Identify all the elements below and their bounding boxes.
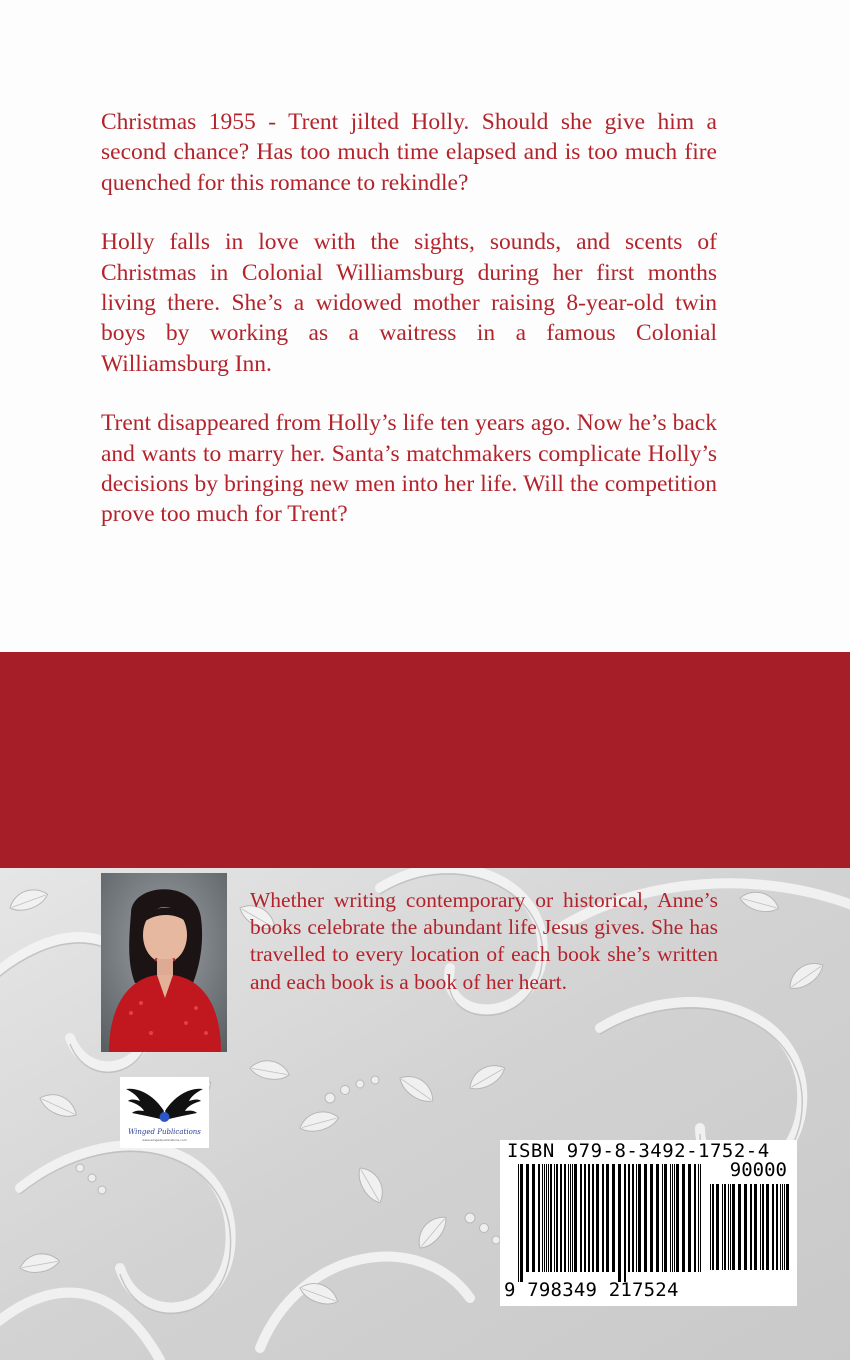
- barcode-bar: [526, 1164, 529, 1272]
- barcode-bar: [728, 1184, 729, 1270]
- barcode-bar: [572, 1164, 573, 1272]
- barcode-bar: [712, 1184, 714, 1270]
- barcode-bar: [638, 1164, 641, 1272]
- barcode-bar: [568, 1164, 569, 1272]
- barcode-bar: [584, 1164, 586, 1272]
- barcode-bar: [662, 1164, 663, 1272]
- barcode-bar: [556, 1164, 558, 1272]
- barcode-bar: [716, 1184, 719, 1270]
- publisher-url: www.wingedpublications.com: [142, 1138, 187, 1142]
- barcode-bar: [644, 1164, 647, 1272]
- barcode-bar: [612, 1164, 615, 1272]
- ean-digits: 9 798349 217524: [504, 1279, 679, 1301]
- barcode-bar: [596, 1164, 599, 1272]
- barcode-bar: [700, 1164, 701, 1272]
- barcode-bar: [560, 1164, 562, 1272]
- barcode-bar: [772, 1184, 774, 1270]
- barcode-bar: [738, 1184, 741, 1270]
- barcode-bar: [532, 1164, 535, 1272]
- barcode-bar: [544, 1164, 545, 1272]
- barcode-bar: [664, 1164, 667, 1272]
- barcode-bar: [786, 1184, 789, 1270]
- barcode-bar: [656, 1164, 659, 1272]
- barcode-bar: [682, 1164, 685, 1272]
- barcode-bar: [548, 1164, 549, 1272]
- barcode-bar: [694, 1164, 696, 1272]
- barcode-bar: [538, 1164, 540, 1272]
- author-bio: Whether writing contemporary or historical, Anne’s books celebrate the abundant life Jesus gives. She has travelled to every location of each book she’s written and each book is a book of her heart.: [250, 888, 718, 994]
- barcode-bar: [762, 1184, 764, 1270]
- winged-logo-icon: [120, 1077, 209, 1148]
- barcode-bar: [676, 1164, 679, 1272]
- barcode-bar: [698, 1164, 699, 1272]
- barcode-bar: [780, 1184, 781, 1270]
- barcode-bar: [776, 1184, 778, 1270]
- barcode-bar: [602, 1164, 604, 1272]
- barcode-bar: [546, 1164, 547, 1272]
- publisher-logo: [120, 1077, 209, 1148]
- barcode-bar: [580, 1164, 582, 1272]
- barcode-bar: [636, 1164, 637, 1272]
- barcode-bar: [760, 1184, 761, 1270]
- barcode-bar: [750, 1184, 752, 1270]
- ean-barcode-icon: [516, 1164, 704, 1282]
- addon-number: 90000: [729, 1159, 787, 1181]
- publisher-name: Winged Publications: [128, 1128, 201, 1136]
- barcode-bar: [688, 1164, 691, 1272]
- author-photo: [101, 873, 227, 1052]
- barcode-bar: [724, 1184, 726, 1270]
- barcode-bar: [744, 1184, 747, 1270]
- barcode-bar: [542, 1164, 543, 1272]
- back-cover-blurb: [101, 107, 717, 559]
- isbn-text: ISBN 979-8-3492-1752-4: [507, 1140, 770, 1162]
- addon-barcode-icon: [708, 1184, 790, 1292]
- barcode-bar: [766, 1184, 769, 1270]
- blurb-paragraph-1: Christmas 1955 - Trent jilted Holly. Should she give him a second chance? Has too much time elapsed and is too much fire quenched for this romance to rekindle?: [101, 109, 717, 196]
- barcode-bar: [592, 1164, 594, 1272]
- barcode-bar: [722, 1184, 723, 1270]
- red-band: [0, 652, 850, 868]
- barcode-bar: [710, 1184, 711, 1270]
- barcode-bar: [628, 1164, 630, 1272]
- barcode-bar: [672, 1164, 673, 1272]
- barcode-bar: [564, 1164, 566, 1272]
- barcode-bar: [588, 1164, 590, 1272]
- barcode-bar: [570, 1164, 571, 1272]
- barcode-bar: [650, 1164, 653, 1272]
- blurb-paragraph-3: Trent disappeared from Holly’s life ten years ago. Now he’s back and wants to marry her. Santa’s matchmakers complicate Holly’s decisions by bringing new men into her life. Will the competition prove too much for Trent?: [101, 410, 717, 528]
- barcode-bar: [674, 1164, 675, 1272]
- barcode-bar: [632, 1164, 634, 1272]
- barcode-bar: [550, 1164, 552, 1272]
- author-portrait-icon: [101, 873, 227, 1052]
- barcode-bar: [670, 1164, 671, 1272]
- barcode-bar: [554, 1164, 555, 1272]
- blurb-paragraph-2: Holly falls in love with the sights, sounds, and scents of Christmas in Colonial Williamsburg during her first months living there. She’s a widowed mother raising 8-year-old twin boys by working as a waitress in a famous Colonial Williamsburg Inn.: [101, 229, 717, 377]
- isbn-barcode: [500, 1140, 797, 1306]
- barcode-bar: [730, 1184, 731, 1270]
- barcode-bar: [624, 1164, 626, 1282]
- barcode-bar: [754, 1184, 757, 1270]
- barcode-bar: [732, 1184, 735, 1270]
- barcode-bar: [574, 1164, 577, 1272]
- barcode-bar: [518, 1164, 519, 1282]
- barcode-bar: [520, 1164, 523, 1282]
- barcode-bar: [618, 1164, 621, 1282]
- barcode-bar: [606, 1164, 609, 1272]
- barcode-bar: [784, 1184, 785, 1270]
- barcode-bar: [782, 1184, 783, 1270]
